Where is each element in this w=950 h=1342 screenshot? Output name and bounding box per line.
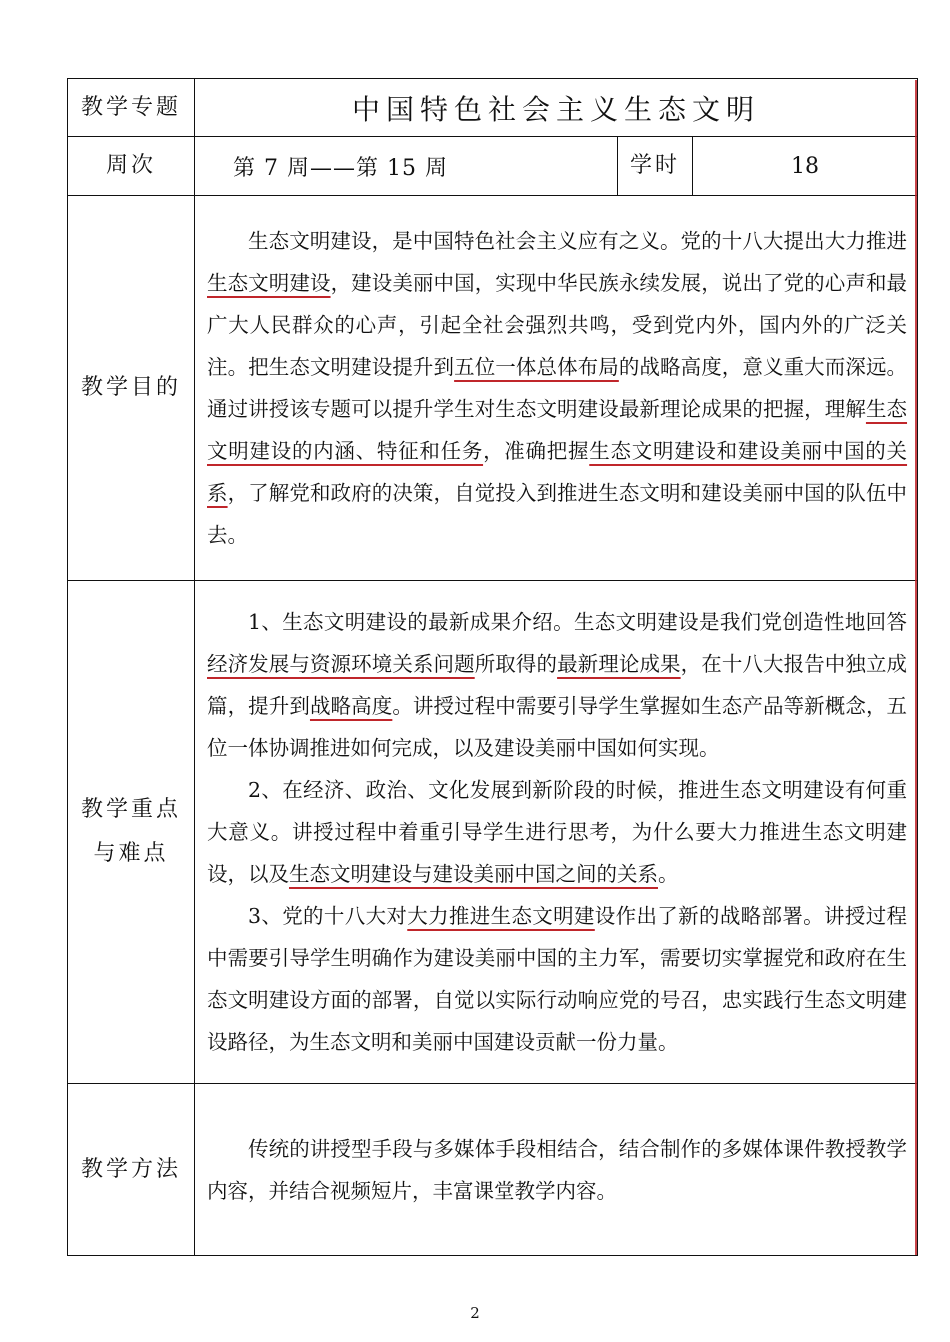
objectives-text: ，建设美丽中国，实现中华民族永续发展，说出了党的心声和最广大人民群众的心声，引起全社会强烈共鸣，受到党内外，国内外的广泛关注。把生态文明建设提升到 <box>207 271 908 379</box>
key-point-underlined-text: 最新理论成果 <box>557 652 681 676</box>
key-points-content <box>195 581 918 1084</box>
key-point-paragraph-3 <box>207 895 907 1063</box>
key-point-text: ，在十八大报告中独立成篇，提升到 <box>207 652 908 718</box>
topic-title: 中国特色社会主义生态文明 <box>195 79 918 137</box>
key-point-paragraph-1 <box>207 601 907 769</box>
hours-label: 学时 <box>618 137 693 196</box>
objectives-underlined-text: 五位一体总体布局 <box>454 355 619 379</box>
key-point-text: 所取得的 <box>474 652 558 676</box>
key-points-label <box>68 581 195 1084</box>
key-point-paragraph-2 <box>207 769 907 895</box>
methods-paragraph: 传统的讲授型手段与多媒体手段相结合，结合制作的多媒体课件教授教学内容，并结合视频短片，丰富课堂教学内容。 <box>207 1136 908 1203</box>
objectives-underlined-text: 生态文明建设 <box>207 271 331 295</box>
key-point-underlined-text: 生态文明建设与建设美丽中国之间的关系 <box>289 862 658 886</box>
week-row <box>68 137 918 196</box>
topic-row <box>68 79 918 137</box>
key-point-text: 。讲授过程中需要引导学生掌握如生态产品等新概念，五位一体协调推进如何完成，以及建设美丽中国如何实现。 <box>207 694 908 760</box>
week-value: 第 7 周——第 15 周 <box>195 137 618 196</box>
margin-red-line <box>915 80 917 1255</box>
methods-label: 教学方法 <box>68 1084 195 1256</box>
key-points-row <box>68 581 918 1084</box>
teaching-plan-table <box>67 78 918 1256</box>
key-point-underlined-text: 大力推进生态文明建 <box>407 904 595 928</box>
hours-value: 18 <box>693 137 918 196</box>
key-point-underlined-text: 战略高度 <box>309 694 393 718</box>
key-point-text: 1、生态文明建设的最新成果介绍。生态文明建设是我们党创造性地回答 <box>248 610 908 634</box>
objectives-underlined-text: 生态文明建设的内涵、特征和任务 <box>207 397 908 463</box>
key-point-text: 2、在经济、政治、文化发展到新阶段的时候，推进生态文明建设有何重大意义。讲授过程中着重引导学生进行思考，为什么要大力推进生态文明建设，以及 <box>207 778 908 886</box>
topic-label: 教学专题 <box>68 79 195 137</box>
objectives-label: 教学目的 <box>68 196 195 581</box>
key-points-label-line1: 教学重点 <box>80 797 181 822</box>
objectives-row <box>68 196 918 581</box>
key-point-text: 设作出了新的战略部署。讲授过程中需要引导学生明确作为建设美丽中国的主力军，需要切实掌握党和政府在生态文明建设方面的部署，自觉以实际行动响应党的号召，忠实践行生态文明建设路径，为生态文明和美丽中国建设贡献一份力量。 <box>207 904 908 1054</box>
objectives-text: ，准确把握 <box>483 439 590 463</box>
key-points-label-line2: 与难点 <box>93 841 169 866</box>
key-point-text: 。 <box>658 862 679 886</box>
objectives-text: 生态文明建设，是中国特色社会主义应有之义。党的十八大提出大力推进 <box>248 229 908 253</box>
key-point-underlined-text: 经济发展与资源环境关系问题 <box>207 652 475 676</box>
key-point-text: 3、党的十八大对 <box>248 904 408 928</box>
objectives-text: 的战略高度，意义重大而深远。通过讲授该专题可以提升学生对生态文明建设最新理论成果的把握，理解 <box>207 355 908 421</box>
methods-row <box>68 1084 918 1256</box>
page-number: 2 <box>470 1304 480 1322</box>
objectives-underlined-text: 生态文明建设和建设美丽中国的关系 <box>207 439 908 505</box>
methods-content <box>195 1084 918 1256</box>
week-label: 周次 <box>68 137 195 196</box>
objectives-content <box>195 196 918 581</box>
objectives-text: ，了解党和政府的决策，自觉投入到推进生态文明和建设美丽中国的队伍中去。 <box>207 481 908 547</box>
objectives-paragraph <box>207 220 907 556</box>
